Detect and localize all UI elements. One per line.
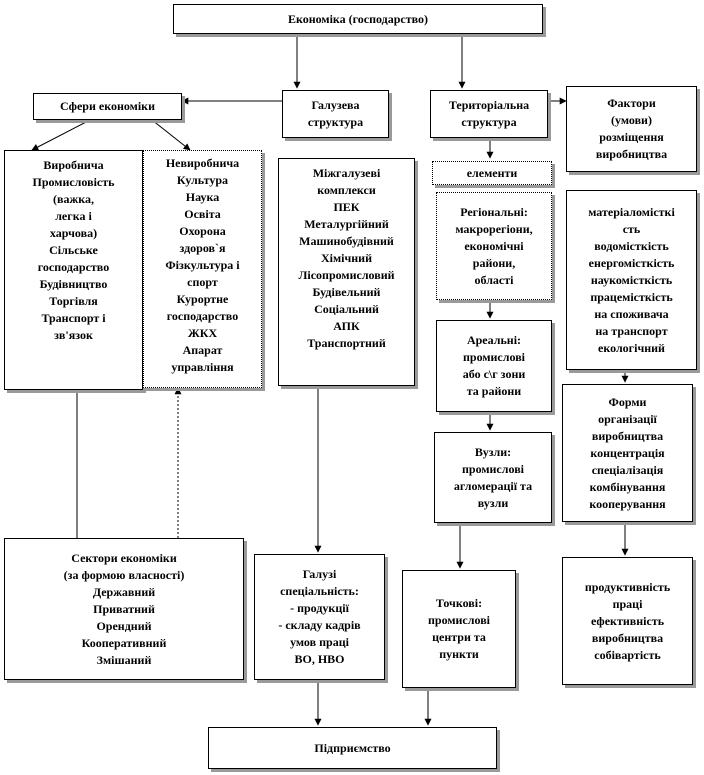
forms-line: виробництва: [591, 428, 664, 443]
intersectoral-line: Машинобудівний: [299, 234, 394, 248]
regional-line: райони,: [472, 255, 516, 270]
production-line: зв'язок: [54, 328, 93, 342]
territorial-structure-line: структура: [461, 115, 517, 129]
branches-line: - продукції: [290, 601, 349, 615]
production-line: (важка,: [53, 192, 94, 206]
box-factors: [566, 86, 697, 172]
territorial-structure-line: Територіальна: [448, 98, 530, 112]
intersectoral-line: Міжгалузеві: [312, 166, 381, 180]
box-regional: [436, 192, 552, 300]
enterprise-line: Підприємство: [314, 740, 391, 755]
sectors-line: Орендний: [96, 618, 152, 633]
productivity-line: продуктивність: [584, 579, 671, 594]
sectors-line: Змішаний: [96, 652, 152, 667]
branch-structure-line: Галузева: [311, 98, 360, 112]
box-productivity: [562, 557, 693, 685]
branches-line: ВО, НВО: [294, 652, 345, 666]
regional-line: Регіональні:: [460, 204, 528, 219]
box-production: [4, 150, 143, 390]
nodes-line: Вузли:: [474, 444, 512, 459]
forms-line: організації: [598, 411, 657, 426]
nodes-line: агломерації та: [453, 478, 533, 493]
box-intersectoral: [278, 158, 415, 386]
productivity-line: ефективність: [590, 613, 665, 628]
intersectoral-line: Соціальний: [314, 302, 379, 316]
intersectoral-line: Будівельний: [312, 285, 381, 299]
production-line: Сільське: [49, 243, 98, 257]
spheres-line: Сфери економіки: [60, 99, 155, 113]
arrow-spheres-to-production: [32, 120, 90, 150]
sectors-line: Державний: [92, 584, 156, 599]
branch-structure-line: структура: [307, 115, 364, 129]
points-line: пункти: [439, 647, 479, 661]
branches-line: спеціальність:: [280, 584, 359, 598]
production-line: легка і: [55, 209, 92, 223]
production-line: Транспорт і: [41, 311, 106, 325]
factors-line: розміщення: [599, 130, 664, 144]
production-line: Будівництво: [39, 277, 108, 291]
nonproduction-line: Освіта: [184, 207, 221, 221]
nonproduction-line: Невиробнича: [165, 156, 240, 170]
factor-list-line: енергомісткість: [588, 255, 675, 270]
factor-list-line: екологічний: [598, 340, 665, 355]
productivity-line: виробництва: [591, 630, 664, 645]
regional-line: області: [474, 272, 514, 287]
areal-line: та райони: [466, 384, 522, 398]
intersectoral-line: Транспортний: [307, 336, 386, 350]
factors-line: виробництва: [595, 147, 668, 161]
factor-list-line: працемісткість: [590, 289, 673, 304]
intersectoral-line: Хімічний: [320, 251, 373, 265]
sectors-line: Приватний: [93, 601, 155, 616]
nonproduction-line: управління: [171, 360, 234, 374]
nonproduction-line: спорт: [187, 275, 218, 289]
production-line: Промисловість: [32, 175, 115, 189]
intersectoral-line: ПЕК: [333, 200, 360, 214]
box-points: [402, 570, 516, 688]
forms-line: комбінування: [589, 479, 666, 494]
forms-line: концентрація: [590, 445, 665, 460]
economy-line: Економіка (господарство): [287, 11, 429, 26]
elements-line: елементи: [466, 165, 518, 180]
factor-list-line: водомісткість: [594, 238, 669, 253]
box-branch-structure: [282, 90, 389, 138]
intersectoral-line: комплекси: [317, 183, 376, 197]
box-areal: [436, 320, 552, 412]
box-spheres: [33, 93, 182, 120]
nonproduction-line: Наука: [185, 190, 220, 204]
box-enterprise: [208, 727, 497, 769]
nonproduction-line: господарство: [166, 309, 239, 323]
nonproduction-line: Культура: [176, 173, 229, 187]
branches-line: умов праці: [290, 635, 349, 649]
nonproduction-line: Апарат: [182, 343, 223, 357]
box-nonproduction: [143, 150, 262, 388]
sectors-line: Кооперативний: [81, 635, 167, 650]
nonproduction-line: Фізкультура і: [165, 258, 240, 272]
forms-line: Форми: [608, 394, 647, 409]
production-line: харчова): [49, 226, 98, 240]
factor-list-line: сть: [622, 221, 641, 236]
factor-list-line: на споживача: [594, 306, 669, 321]
nodes-line: промислові: [461, 461, 525, 476]
box-economy: [173, 4, 543, 34]
productivity-line: праці: [612, 596, 643, 611]
areal-line: або с\г зони: [462, 367, 526, 381]
box-territorial-structure: [430, 90, 548, 138]
points-line: промислові: [427, 613, 491, 627]
productivity-line: собівартість: [594, 647, 661, 662]
arrow-spheres-to-nonproduction: [152, 120, 190, 150]
box-nodes: [434, 432, 552, 523]
factors-line: Фактори: [607, 96, 656, 110]
branches-line: Галузі: [302, 567, 337, 581]
production-line: Виробнича: [43, 158, 104, 172]
regional-line: макрорегіони,: [455, 221, 533, 236]
box-factor-list: [566, 190, 697, 370]
forms-line: кооперування: [589, 496, 666, 511]
nonproduction-line: здоров`я: [179, 241, 226, 255]
nonproduction-line: Курортне: [176, 292, 229, 306]
branches-line: - складу кадрів: [278, 618, 361, 632]
factor-list-line: матеріаломісткі: [588, 204, 675, 219]
sectors-line: (за формою власності): [63, 567, 185, 582]
box-sectors: [4, 538, 244, 680]
points-line: центри та: [432, 630, 486, 644]
sectors-line: Сектори економіки: [71, 550, 177, 565]
intersectoral-line: Лісопромисловий: [298, 268, 395, 282]
factors-line: (умови): [611, 113, 652, 127]
forms-line: спеціалізація: [591, 462, 664, 477]
box-elements: [432, 161, 552, 185]
factor-list-line: наукомісткість: [590, 272, 673, 287]
production-line: господарство: [37, 260, 110, 274]
nonproduction-line: Охорона: [179, 224, 226, 238]
areal-line: Ареальні:: [466, 333, 522, 347]
nonproduction-line: ЖКХ: [187, 326, 218, 340]
intersectoral-line: АПК: [333, 319, 360, 333]
points-line: Точкові:: [435, 596, 483, 610]
box-branches: [254, 554, 385, 680]
production-line: Торгівля: [49, 294, 98, 308]
regional-line: економічні: [464, 238, 524, 253]
box-forms: [562, 384, 693, 522]
intersectoral-line: Металургійний: [304, 217, 389, 231]
areal-line: промислові: [462, 350, 526, 364]
factor-list-line: на транспорт: [595, 323, 668, 338]
nodes-line: вузли: [477, 495, 509, 510]
